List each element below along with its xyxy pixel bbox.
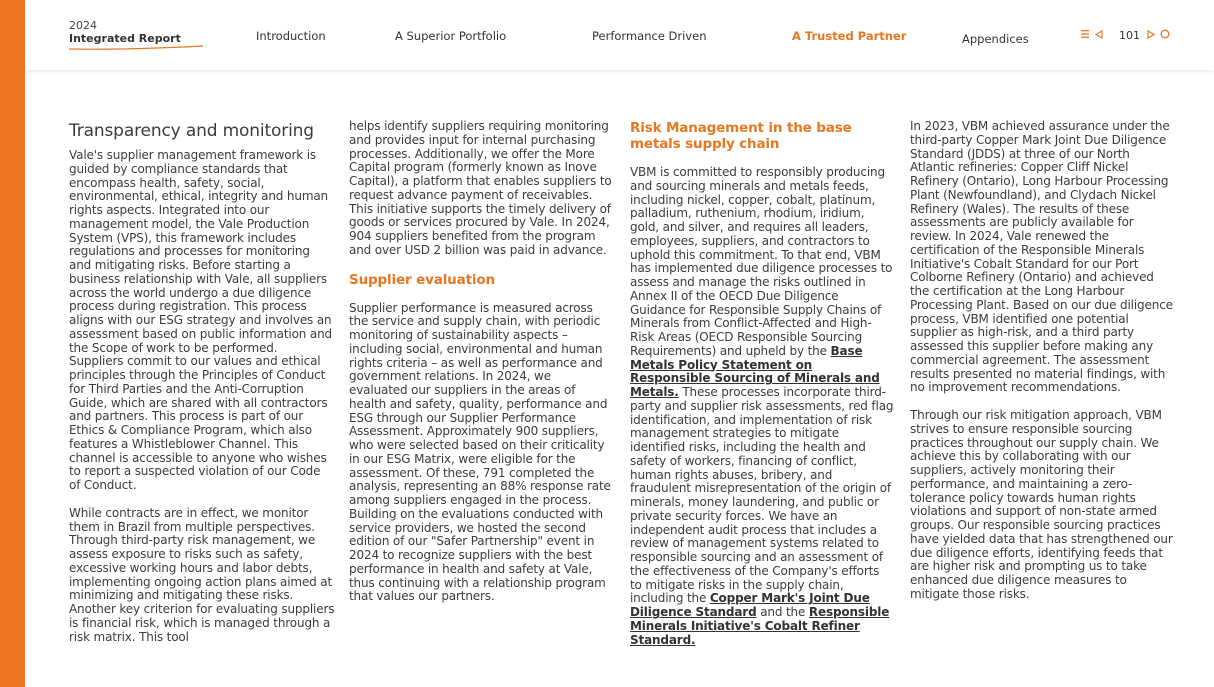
column-3 — [630, 120, 894, 647]
logo-underline-swoosh — [69, 45, 203, 51]
transparency-heading: Transparency and monitoring — [69, 121, 314, 141]
logo-title: Integrated Report — [69, 32, 181, 45]
col4-paragraph-2: Through our risk mitigation approach, VBM strives to ensure responsible sourcing practices throughout our supply chain. We achieve this by collaborating with our suppliers, actively monitoring their performance, and maintaining a zero-tolerance policy towards human rights violations and support of non-state armed groups. Our responsible sourcing practices have yielded data that has strengthened our due diligence efforts, identifying feeds that are higher risk and prompting us to take enhanced due diligence measures to mitigate those risks. — [910, 408, 1173, 601]
top-navigation-bar — [25, 0, 1214, 70]
menu-icon[interactable] — [1081, 30, 1089, 38]
nav-trusted-partner[interactable]: A Trusted Partner — [792, 29, 907, 43]
next-page-icon[interactable] — [1147, 30, 1155, 39]
col3-text-a: VBM is committed to responsibly producing and sourcing minerals and metals feeds, including nickel, copper, cobalt, platinum, palladium, ruthenium, rhodium, iridium, gold, and silver, and requires all leaders, employees, suppliers, and contractors to uphold this commitment. To that end, VBM has implemented due diligence processes to assess and manage the risks outlined in Annex II of the OECD Due Diligence Guidance for Responsible Supply Chains of Minerals from Conflict-Affected and High-Risk Areas (OECD Responsible Sourcing Requirements) and upheld by the — [630, 165, 893, 358]
col1-paragraph-1: Vale's supplier management framework is guided by compliance standards that encompass health, safety, social, environmental, ethical, integrity and human rights aspects. Integrated into our management model, the Vale Production System (VPS), this framework includes regulations and processes for monitoring and mitigating risks. Before starting a business relationship with Vale, all suppliers across the world undergo a due diligence process during registration. This process aligns with our ESG strategy and involves an assessment based on public information and the Scope of work to be performed. Suppliers commit to our values and ethical principles through the Principles of Conduct for Third Parties and the Anti-Corruption Guide, which are shared with all contractors and partners. This process is part of our Ethics & Compliance Program, which also features a Whistleblower Channel. This channel is accessible to anyone who wishes to report a suspected violation of our Code of Conduct. — [69, 148, 333, 492]
base-metals-policy-link[interactable]: Base Metals Policy Statement on Responsible Sourcing of Minerals and Metals. — [630, 343, 880, 399]
column-2 — [349, 120, 613, 604]
col4-paragraph-1: In 2023, VBM achieved assurance under the third-party Copper Mark Joint Due Diligence Standard (JDDS) at three of our North Atlantic refineries: Copper Cliff Nickel Refinery (Ontario), Long Harbour Processing Plant (Newfoundland), and Clydach Nickel Refinery (Wales). The results of these assessments are publicly available for review. In 2024, Vale renewed the certification of the Responsible Minerals Initiative's Cobalt Standard for our Port Colborne Refinery (Ontario) and achieved the certification at the Long Harbour Processing Plant. Based on our due diligence process, VBM identified one potential supplier as high-risk, and a third party assessed this supplier before making any commercial agreement. The assessment results presented no material findings, with no improvement recommendations. — [910, 119, 1173, 395]
copper-mark-jdds-link[interactable]: Copper Mark's Joint Due Diligence Standard — [630, 591, 870, 619]
risk-management-heading: Risk Management in the base metals supply chain — [630, 120, 852, 152]
col2-paragraph-1: helps identify suppliers requiring monitoring and provides input for internal purchasing processes. Additionally, we offer the More Capital program (formerly known as Inove Capital), a platform that enables suppliers to request advance payment of receivables. This initiative supports the timely delivery of goods or services procured by Vale. In 2024, 904 suppliers benefited from the program and over USD 2 billion was paid in advance. — [349, 119, 612, 257]
supplier-evaluation-heading: Supplier evaluation — [349, 271, 495, 288]
logo-year: 2024 — [69, 19, 97, 32]
col3-text-b: These processes incorporate third-party and supplier risk assessments, red flag identification, and implementation of risk management strategies to mitigate identified risks, including the health and safety of workers, financing of conflict, human rights abuses, bribery, and fraudulent misrepresentation of the origin of minerals, money laundering, and public or private security forces. We have an independent audit process that includes a review of management systems related to responsible sourcing and an assessment of the effectiveness of the Company's efforts to mitigate risks in the supply chain, including the — [630, 385, 894, 606]
col2-paragraph-2: Supplier performance is measured across the service and supply chain, with periodic monitoring of sustainability aspects – including social, environmental and human rights criteria – as well as performance and government relations. In 2024, we evaluated our suppliers in the areas of health and safety, quality, performance and ESG through our Supplier Performance Assessment. Approximately 900 suppliers, who were selected based on their criticality in our ESG Matrix, were eligible for the assessment. Of these, 791 completed the analysis, representing an 88% response rate among suppliers engaged in the process. Building on the evaluations conducted with service providers, we hosted the second edition of our "Safer Partnership" event in 2024 to recognize suppliers with the best performance in health and safety at Vale, thus continuing with a relationship program that values our partners. — [349, 300, 611, 604]
col1-paragraph-2: While contracts are in effect, we monitor them in Brazil from multiple perspectives. Through third-party risk management, we assess exposure to risks such as safety, excessive working hours and labor debts, implementing ongoing action plans aimed at minimizing and mitigating these risks. Another key criterion for evaluating suppliers is financial risk, which is managed through a risk matrix. This tool — [69, 505, 335, 644]
nav-performance-driven[interactable]: Performance Driven — [592, 29, 707, 43]
nav-introduction[interactable]: Introduction — [256, 29, 326, 43]
column-1 — [69, 120, 335, 644]
col3-text-c: and the — [756, 605, 809, 619]
page-number: 101 — [1119, 29, 1140, 42]
home-circle-icon[interactable] — [1160, 29, 1170, 39]
report-logo[interactable] — [69, 20, 203, 51]
orange-side-bar — [0, 0, 25, 687]
rmi-cobalt-standard-link[interactable]: Responsible Minerals Initiative's Cobalt Refiner Standard. — [630, 605, 890, 647]
nav-appendices[interactable]: Appendices — [962, 32, 1029, 46]
column-4 — [910, 120, 1176, 602]
previous-page-icon[interactable] — [1095, 30, 1103, 39]
col3-paragraph — [630, 166, 894, 647]
nav-superior-portfolio[interactable]: A Superior Portfolio — [395, 29, 507, 43]
